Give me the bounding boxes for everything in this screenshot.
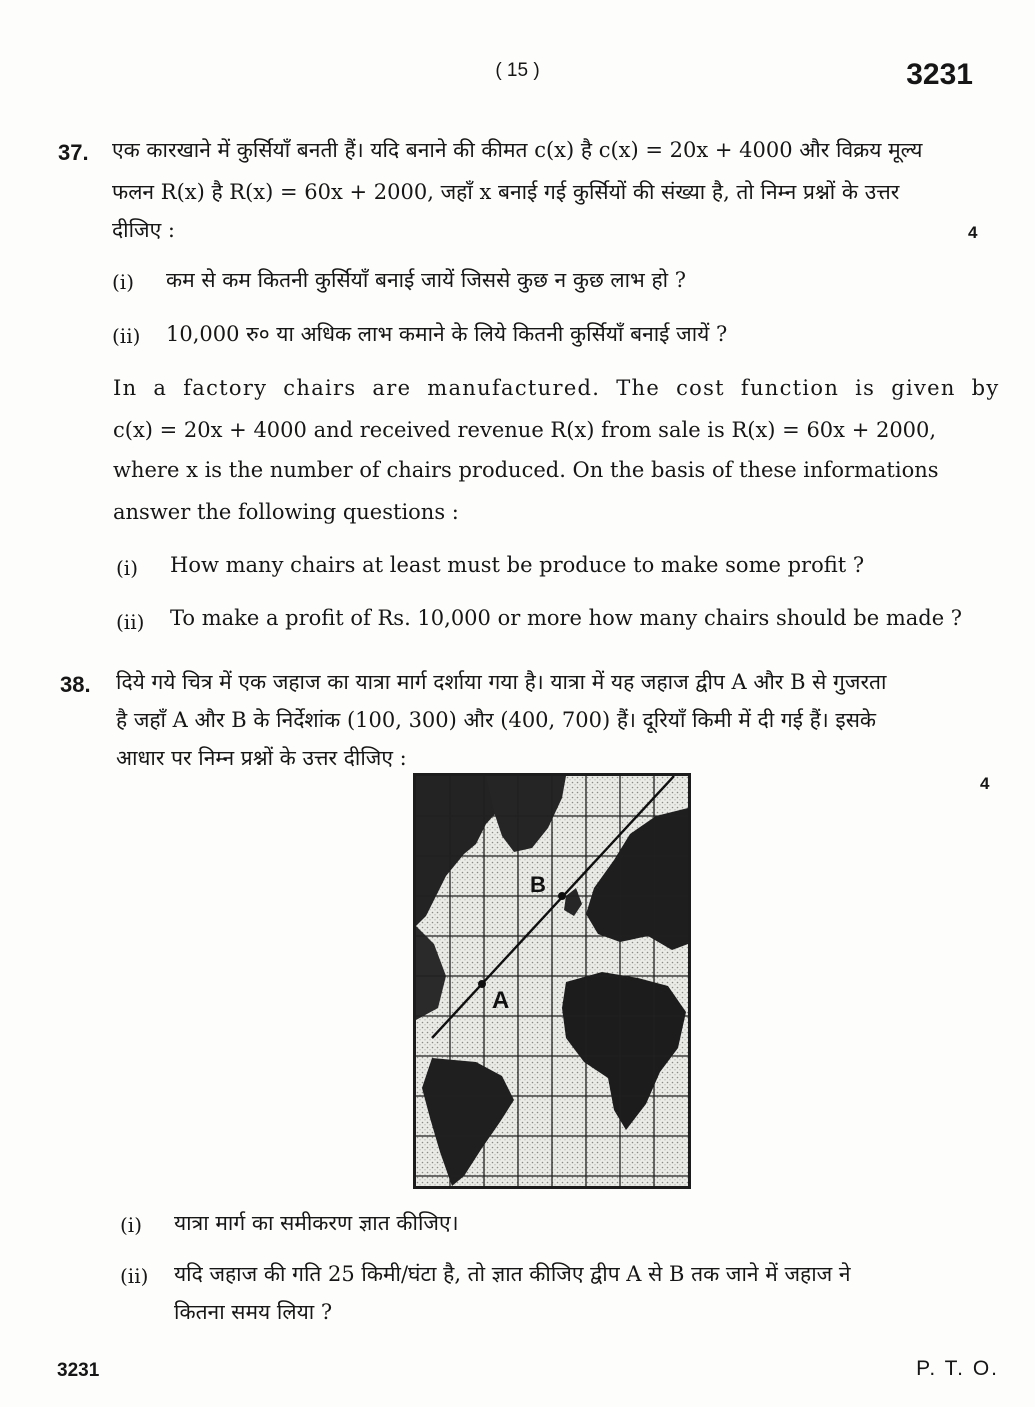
- q37-hindi-line-3: दीजिए :: [112, 218, 175, 242]
- q37-english-line-1: In a factory chairs are manufactured. The cost function is given by: [113, 376, 1000, 400]
- q37-hindi-sub-2-label: (ii): [112, 324, 141, 348]
- q38-sub-1-text: यात्रा मार्ग का समीकरण ज्ञात कीजिए।: [174, 1211, 459, 1235]
- island-a-label: A: [492, 987, 510, 1014]
- q37-hindi-line-1: एक कारखाने में कुर्सियाँ बनती हैं। यदि बनाने की कीमत c(x) है c(x) = 20x + 4000 और विक्रय मूल्य: [112, 138, 923, 162]
- page-number: ( 15 ): [495, 60, 540, 81]
- world-map-illustration: [416, 776, 688, 1186]
- paper-code-footer: 3231: [57, 1360, 100, 1381]
- q37-english-sub-1-text: How many chairs at least must be produce to make some profit ?: [170, 553, 865, 577]
- q38-hindi-line-3: आधार पर निम्न प्रश्नों के उत्तर दीजिए :: [116, 746, 407, 770]
- q37-english-sub-2-label: (ii): [116, 610, 145, 634]
- q38-hindi-line-1: दिये गये चित्र में एक जहाज का यात्रा मार्ग दर्शाया गया है। यात्रा में यह जहाज द्वीप A और B से गुजरता: [116, 670, 887, 694]
- q37-hindi-sub-1-label: (i): [112, 270, 135, 294]
- question-37-number: 37.: [58, 140, 89, 165]
- question-38-number: 38.: [60, 672, 91, 697]
- q37-marks: 4: [968, 223, 978, 242]
- q38-marks: 4: [980, 774, 990, 793]
- q37-english-sub-2-text: To make a profit of Rs. 10,000 or more how many chairs should be made ?: [170, 606, 963, 630]
- please-turn-over: P. T. O.: [916, 1357, 999, 1380]
- q38-sub-1-label: (i): [120, 1213, 143, 1237]
- q37-hindi-line-2: फलन R(x) है R(x) = 60x + 2000, जहाँ x बनाई गई कुर्सियों की संख्या है, तो निम्न प्रश्नों के उत्तर: [112, 180, 900, 204]
- ship-route-map: [413, 773, 691, 1189]
- paper-code-header: 3231: [906, 58, 973, 91]
- q37-english-line-4: answer the following questions :: [113, 500, 459, 524]
- q38-sub-2-text-line-2: कितना समय लिया ?: [174, 1300, 333, 1324]
- q38-sub-2-text-line-1: यदि जहाज की गति 25 किमी/घंटा है, तो ज्ञात कीजिए द्वीप A से B तक जाने में जहाज ने: [174, 1262, 851, 1286]
- island-a-point: [478, 980, 486, 988]
- q37-hindi-sub-2-text: 10,000 रु० या अधिक लाभ कमाने के लिये कितनी कुर्सियाँ बनाई जायें ?: [166, 322, 728, 346]
- island-b-label: B: [530, 872, 546, 897]
- q37-english-line-2: c(x) = 20x + 4000 and received revenue R(x) from sale is R(x) = 60x + 2000,: [113, 418, 937, 442]
- q37-english-sub-1-label: (i): [116, 556, 139, 580]
- q38-hindi-line-2: है जहाँ A और B के निर्देशांक (100, 300) और (400, 700) हैं। दूरियाँ किमी में दी गई हैं। इसके: [116, 708, 877, 732]
- q37-english-line-3: where x is the number of chairs produced. On the basis of these informations: [113, 458, 939, 482]
- island-b-point: [558, 892, 566, 900]
- q37-hindi-sub-1-text: कम से कम कितनी कुर्सियाँ बनाई जायें जिससे कुछ न कुछ लाभ हो ?: [166, 268, 687, 292]
- q38-sub-2-label: (ii): [120, 1264, 149, 1288]
